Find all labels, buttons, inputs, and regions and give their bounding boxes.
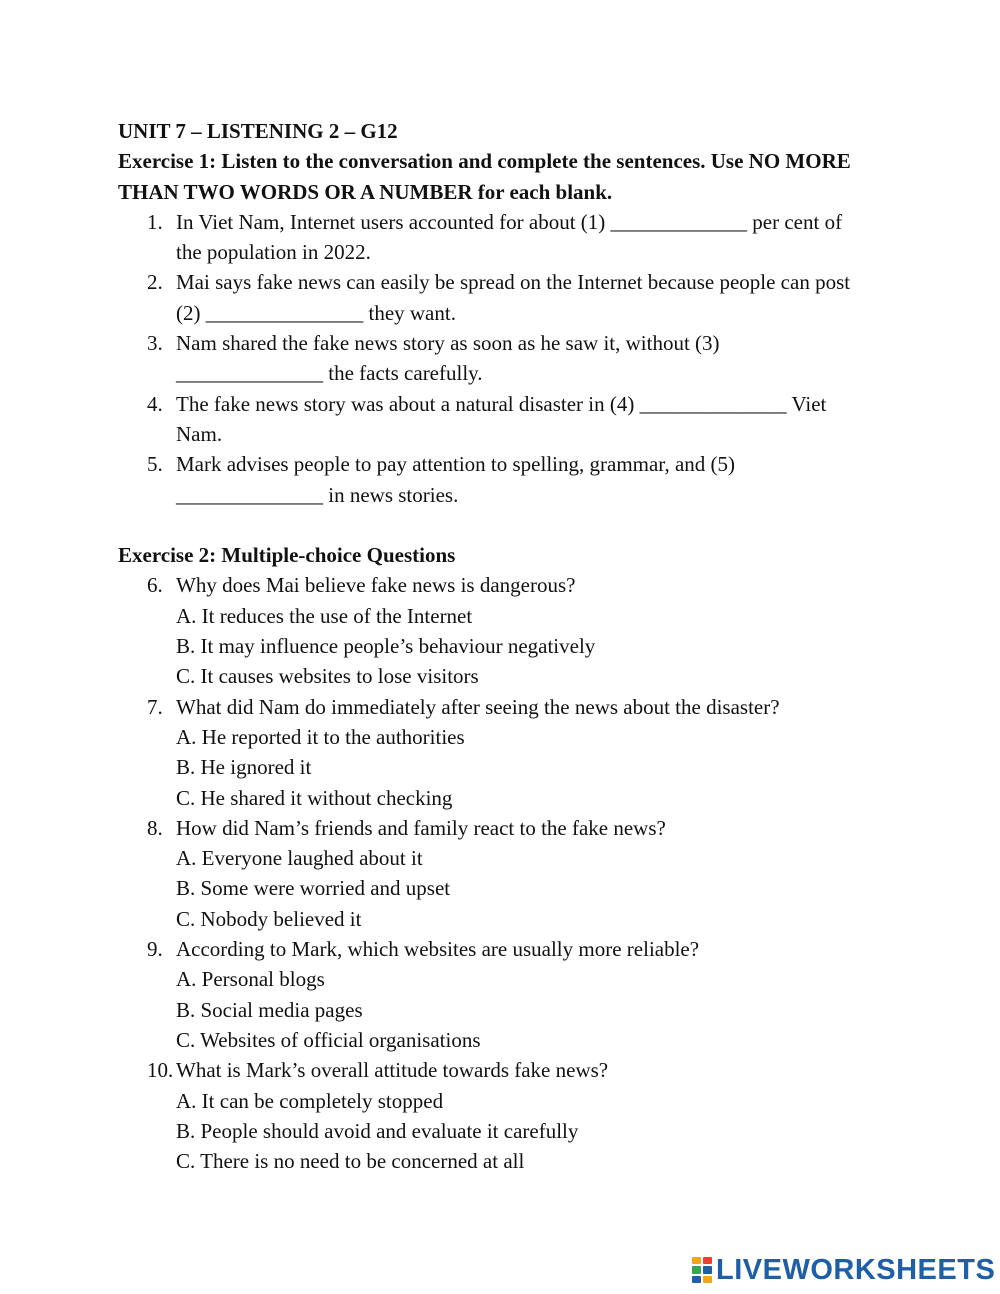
option-b: B. It may influence people’s behaviour negatively <box>176 634 596 659</box>
option-c: C. He shared it without checking <box>176 785 453 810</box>
exercise1-item-4 <box>118 389 938 450</box>
item-text-line: ______________ the facts carefully. <box>176 361 483 386</box>
item-text-line: In Viet Nam, Internet users accounted for about (1) _____________ per cent of <box>176 209 843 234</box>
question-number: 8. <box>147 815 163 840</box>
option-b: B. Some were worried and upset <box>176 876 451 901</box>
question-text: Why does Mai believe fake news is dangerous? <box>176 573 576 598</box>
option-c: C. Nobody believed it <box>176 906 362 931</box>
option-a: A. He reported it to the authorities <box>176 724 465 749</box>
item-number: 1. <box>147 209 163 234</box>
liveworksheets-logo-text: LIVEWORKSHEETS <box>716 1253 996 1286</box>
exercise1-item-3 <box>118 328 938 389</box>
question-8 <box>118 813 938 934</box>
item-text-line: the population in 2022. <box>176 240 371 265</box>
question-number: 9. <box>147 937 163 962</box>
item-text-line: (2) _______________ they want. <box>176 300 456 325</box>
option-b: B. He ignored it <box>176 755 312 780</box>
item-text-line: Nam shared the fake news story as soon as he saw it, without (3) <box>176 331 720 356</box>
item-text-line: The fake news story was about a natural disaster in (4) ______________ Viet <box>176 391 827 416</box>
item-number: 2. <box>147 270 163 295</box>
option-b: B. Social media pages <box>176 997 363 1022</box>
exercise1-heading-line2: THAN TWO WORDS OR A NUMBER for each blank. <box>118 179 613 204</box>
liveworksheets-logo-icon <box>692 1257 712 1283</box>
option-a: A. It can be completely stopped <box>176 1088 444 1113</box>
question-number: 6. <box>147 573 163 598</box>
question-7 <box>118 692 938 813</box>
question-number: 10. <box>147 1058 174 1083</box>
item-number: 3. <box>147 331 163 356</box>
item-number: 4. <box>147 391 163 416</box>
exercise1-heading-line1: Exercise 1: Listen to the conversation and complete the sentences. Use NO MORE <box>118 149 851 174</box>
option-b: B. People should avoid and evaluate it carefully <box>176 1118 579 1143</box>
item-text-line: Mai says fake news can easily be spread on the Internet because people can post <box>176 270 851 295</box>
question-text: According to Mark, which websites are usually more reliable? <box>176 937 700 962</box>
exercise1-item-2 <box>118 267 938 328</box>
question-9 <box>118 934 938 1055</box>
question-text: How did Nam’s friends and family react to the fake news? <box>176 815 666 840</box>
option-a: A. Personal blogs <box>176 967 325 992</box>
section-spacer <box>118 510 938 540</box>
liveworksheets-footer <box>692 1253 995 1287</box>
question-6 <box>118 570 938 691</box>
exercise1-list <box>118 207 938 510</box>
item-text-line: ______________ in news stories. <box>176 482 459 507</box>
page-title: UNIT 7 – LISTENING 2 – G12 <box>118 119 398 143</box>
worksheet-page <box>118 116 938 1176</box>
item-number: 5. <box>147 452 163 477</box>
exercise1-item-1 <box>118 207 938 268</box>
exercise2-heading: Exercise 2: Multiple-choice Questions <box>118 543 456 568</box>
option-c: C. There is no need to be concerned at all <box>176 1149 525 1174</box>
option-c: C. It causes websites to lose visitors <box>176 664 479 689</box>
item-text-line: Nam. <box>176 421 223 446</box>
option-c: C. Websites of official organisations <box>176 1027 481 1052</box>
question-number: 7. <box>147 694 163 719</box>
exercise1-item-5 <box>118 449 938 510</box>
question-text: What is Mark’s overall attitude towards fake news? <box>176 1058 609 1083</box>
item-text-line: Mark advises people to pay attention to spelling, grammar, and (5) <box>176 452 736 477</box>
question-text: What did Nam do immediately after seeing the news about the disaster? <box>176 694 780 719</box>
question-10 <box>118 1055 938 1176</box>
option-a: A. It reduces the use of the Internet <box>176 603 473 628</box>
exercise2-list <box>118 570 938 1176</box>
option-a: A. Everyone laughed about it <box>176 846 423 871</box>
